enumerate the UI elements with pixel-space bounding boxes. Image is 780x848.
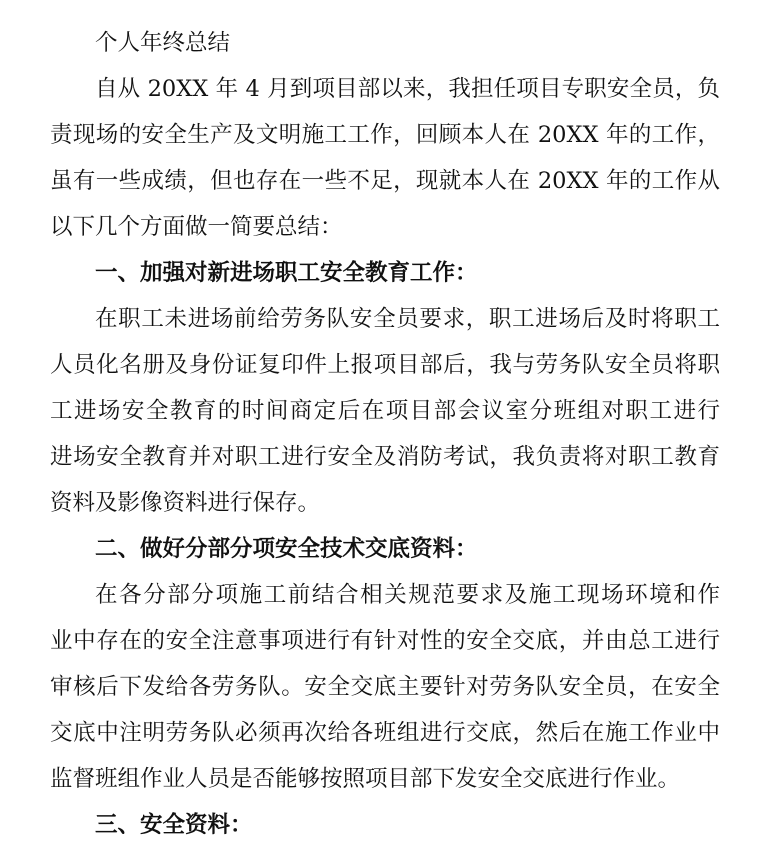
intro-line-1: 自从 20XX 年 4 月到项目部以来，我担任项目专职安全员，负 [95, 76, 720, 102]
section-1-line-4: 进场安全教育并对职工进行安全及消防考试，我负责将对职工教育 [50, 444, 720, 470]
section-1-line-2: 人员化名册及身份证复印件上报项目部后，我与劳务队安全员将职 [50, 352, 720, 378]
section-3-heading: 三、安全资料： [95, 812, 253, 838]
section-1-line-5: 资料及影像资料进行保存。 [50, 490, 321, 516]
intro-line-4: 以下几个方面做一简要总结： [50, 214, 343, 240]
section-2-line-3: 审核后下发给各劳务队。安全交底主要针对劳务队安全员，在安全 [50, 674, 720, 700]
section-1-line-3: 工进场安全教育的时间商定后在项目部会议室分班组对职工进行 [50, 398, 720, 424]
section-2-line-4: 交底中注明劳务队必须再次给各班组进行交底，然后在施工作业中 [50, 720, 720, 746]
document-title: 个人年终总结 [95, 30, 231, 56]
section-1-line-1: 在职工未进场前给劳务队安全员要求，职工进场后及时将职工 [95, 306, 720, 332]
intro-line-2: 责现场的安全生产及文明施工工作，回顾本人在 20XX 年的工作， [50, 122, 720, 148]
section-2-line-5: 监督班组作业人员是否能够按照项目部下发安全交底进行作业。 [50, 766, 681, 792]
section-1-heading: 一、加强对新进场职工安全教育工作： [95, 260, 478, 286]
section-2-heading: 二、做好分部分项安全技术交底资料： [95, 536, 478, 562]
section-2-line-2: 业中存在的安全注意事项进行有针对性的安全交底，并由总工进行 [50, 628, 720, 654]
section-2-line-1: 在各分部分项施工前结合相关规范要求及施工现场环境和作 [95, 582, 720, 608]
intro-line-3: 虽有一些成绩，但也存在一些不足，现就本人在 20XX 年的工作从 [50, 168, 720, 194]
